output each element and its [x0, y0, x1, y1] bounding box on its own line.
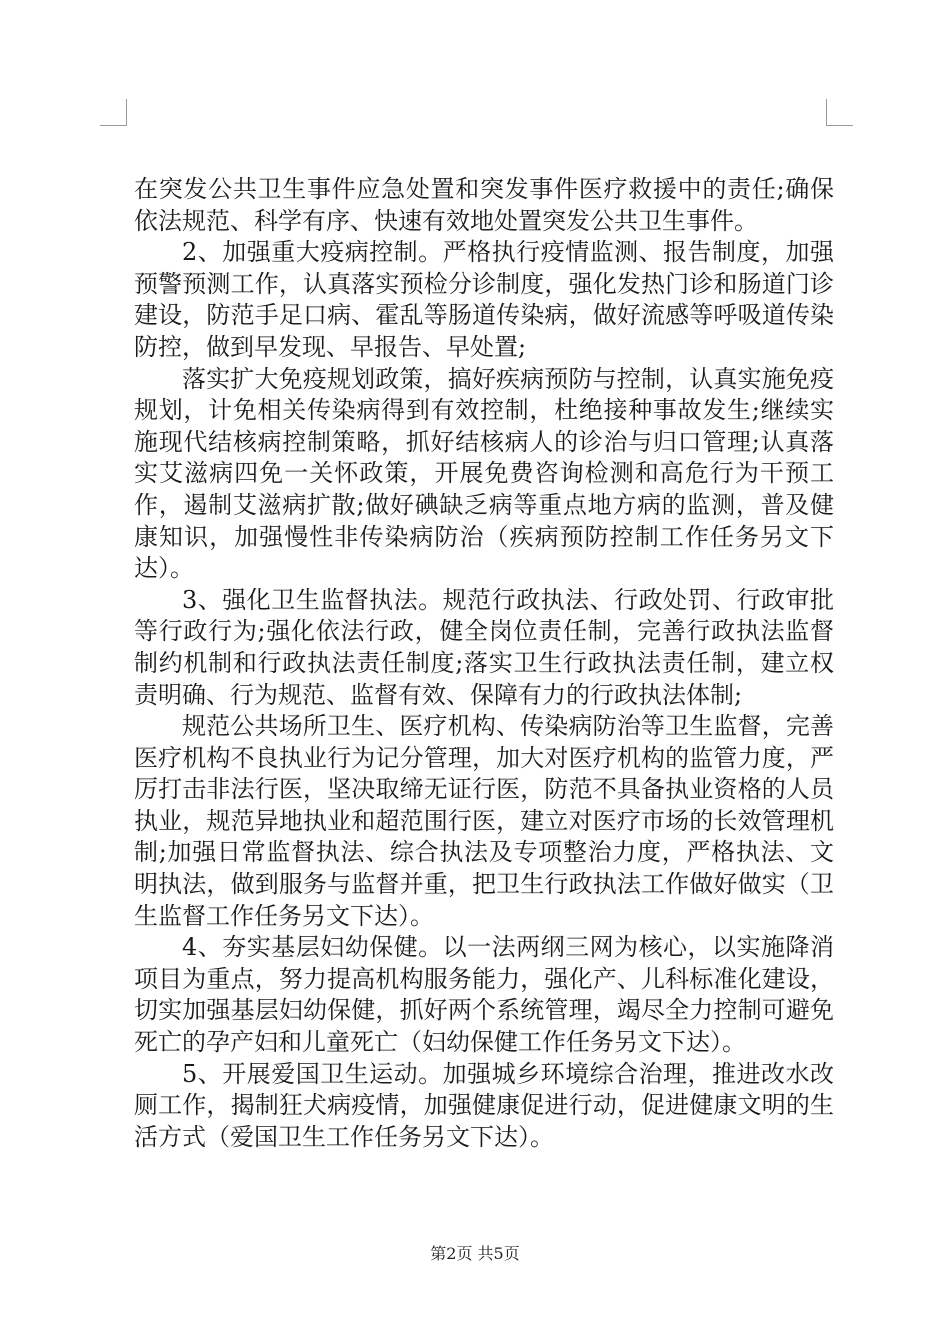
paragraph-patriotic-health: 5、开展爱国卫生运动。加强城乡环境综合治理，推进改水改厕工作，揭制狂犬病疫情，加强健康促进行动，促进健康文明的生活方式（爱国卫生工作任务另文下达）。	[134, 1059, 834, 1151]
paragraph-immunization: 落实扩大免疫规划政策，搞好疾病预防与控制，认真实施免疫规划，计免相关传染病得到有效控制，杜绝接种事故发生;继续实施现代结核病控制策略，抓好结核病人的诊治与归口管理;认真落实艾滋病四免一关怀政策，开展免费咨询检测和高危行为干预工作，遏制艾滋病扩散;做好碘缺乏病等重点地方病的监测，普及健康知识，加强慢性非传染病防治（疾病预防控制工作任务另文下达）。	[134, 364, 834, 583]
document-body	[134, 174, 834, 1153]
paragraph-maternal-child: 4、夯实基层妇幼保健。以一法两纲三网为核心，以实施降消项目为重点，努力提高机构服务能力，强化产、儿科标准化建设，切实加强基层妇幼保健，抓好两个系统管理，竭尽全力控制可避免死亡的孕产妇和儿童死亡（妇幼保健工作任务另文下达）。	[134, 933, 834, 1057]
paragraph-health-supervision: 3、强化卫生监督执法。规范行政执法、行政处罚、行政审批等行政行为;强化依法行政，健全岗位责任制，完善行政执法监督制约机制和行政执法责任制度;落实卫生行政执法责任制，建立权责明确、行为规范、监督有效、保障有力的行政执法体制;	[134, 585, 834, 709]
paragraph-continuation: 在突发公共卫生事件应急处置和突发事件医疗救援中的责任;确保依法规范、科学有序、快速有效地处置突发公共卫生事件。	[134, 175, 834, 235]
crop-mark-top-left	[100, 99, 127, 126]
paragraph-disease-control: 2、加强重大疫病控制。严格执行疫情监测、报告制度，加强预警预测工作，认真落实预检分诊制度，强化发热门诊和肠道门诊建设，防范手足口病、霍乱等肠道传染病，做好流感等呼吸道传染防控，做到早发现、早报告、早处置;	[134, 238, 834, 361]
page-number-footer: 第2页 共5页	[430, 1244, 520, 1263]
crop-mark-top-right	[826, 99, 853, 126]
paragraph-public-places: 规范公共场所卫生、医疗机构、传染病防治等卫生监督，完善医疗机构不良执业行为记分管理，加大对医疗机构的监管力度，严厉打击非法行医，坚决取缔无证行医，防范不具备执业资格的人员执业，规范异地执业和超范围行医，建立对医疗市场的长效管理机制;加强日常监督执法、综合执法及专项整治力度，严格执法、文明执法，做到服务与监督并重，把卫生行政执法工作做好做实（卫生监督工作任务另文下达）。	[134, 712, 834, 930]
